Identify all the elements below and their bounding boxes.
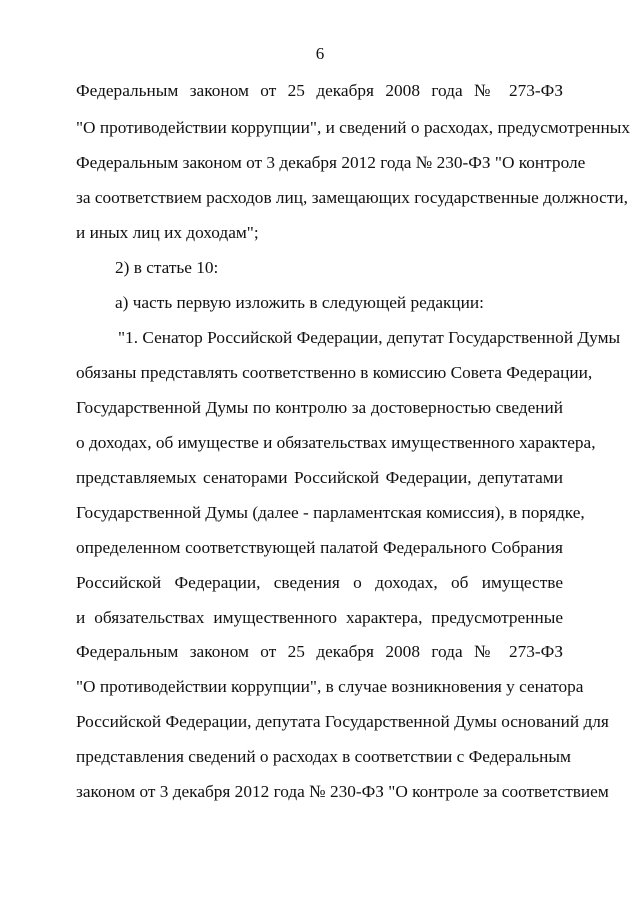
text-line: и обязательствах имущественного характера, предусмотренные: [76, 608, 563, 627]
text-line: законом от 3 декабря 2012 года № 230-ФЗ "О контроле за соответствием: [76, 782, 609, 801]
text-line: "1. Сенатор Российской Федерации, депутат Государственной Думы: [118, 328, 621, 347]
text-line: Государственной Думы (далее - парламентская комиссия), в порядке,: [76, 503, 585, 522]
text-line: Государственной Думы по контролю за достоверностью сведений: [76, 398, 563, 417]
text-line: Федеральным законом от 25 декабря 2008 года № 273-ФЗ: [76, 81, 563, 100]
text-line: обязаны представлять соответственно в комиссию Совета Федерации,: [76, 363, 593, 382]
text-line: о доходах, об имуществе и обязательствах имущественного характера,: [76, 433, 596, 452]
text-line: представляемых сенаторами Российской Федерации, депутатами: [76, 468, 563, 487]
text-line: за соответствием расходов лиц, замещающих государственные должности,: [76, 188, 628, 207]
text-line: 2) в статье 10:: [115, 258, 219, 277]
text-line: определенном соответствующей палатой Федерального Собрания: [76, 538, 563, 557]
text-line: представления сведений о расходах в соответствии с Федеральным: [76, 747, 571, 766]
text-line: "О противодействии коррупции", и сведений о расходах, предусмотренных: [76, 118, 631, 137]
text-line: а) часть первую изложить в следующей редакции:: [115, 293, 484, 312]
text-line: и иных лиц их доходам";: [76, 223, 259, 242]
text-line: Федеральным законом от 25 декабря 2008 года № 273-ФЗ: [76, 642, 563, 661]
text-line: Федеральным законом от 3 декабря 2012 года № 230-ФЗ "О контроле: [76, 153, 586, 172]
page-number: 6: [315, 44, 325, 63]
text-line: Российской Федерации, сведения о доходах, об имуществе: [76, 573, 563, 592]
text-line: "О противодействии коррупции", в случае возникновения у сенатора: [76, 677, 584, 696]
text-line: Российской Федерации, депутата Государственной Думы оснований для: [76, 712, 609, 731]
